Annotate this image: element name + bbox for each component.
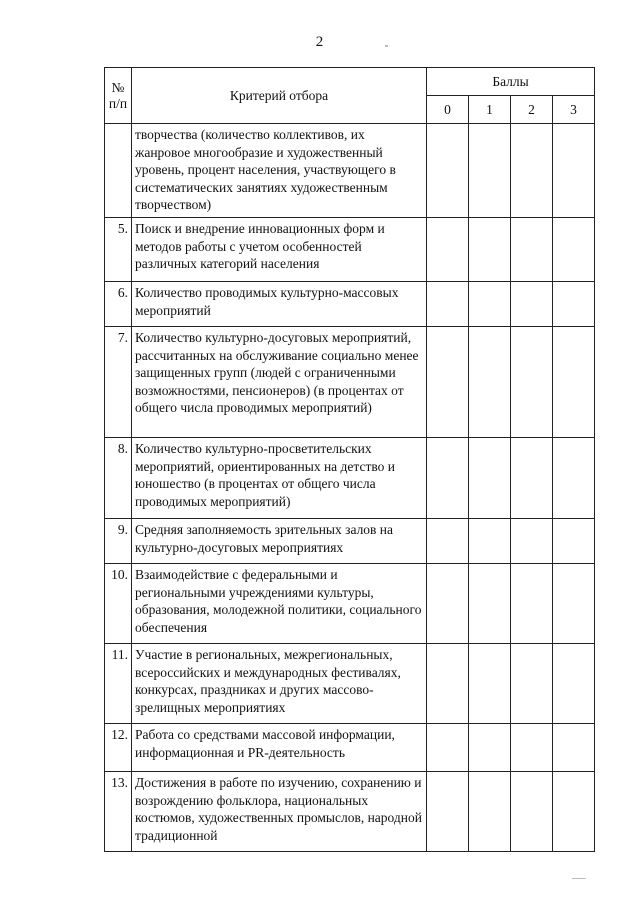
score-cell-3[interactable]: [553, 643, 595, 723]
row-number: 5.: [105, 217, 132, 281]
score-cell-2[interactable]: [511, 643, 553, 723]
row-criterion: Работа со средствами массовой информации, информационная и PR-деятельность: [132, 723, 427, 771]
table-row: [105, 437, 595, 518]
score-cell-0[interactable]: [427, 723, 469, 771]
score-cell-2[interactable]: [511, 723, 553, 771]
scan-mark: [572, 878, 586, 879]
score-cell-2[interactable]: [511, 437, 553, 518]
score-cell-3[interactable]: [553, 124, 595, 218]
score-cell-1[interactable]: [469, 643, 511, 723]
row-number: 9.: [105, 518, 132, 563]
score-cell-1[interactable]: [469, 326, 511, 437]
row-criterion: Количество культурно-просветительских мероприятий, ориентированных на детство и юношество (в процентах от общего числа проводимых мероприятий): [132, 437, 427, 518]
table-row: [105, 518, 595, 563]
score-cell-2[interactable]: [511, 124, 553, 218]
score-cell-2[interactable]: [511, 771, 553, 851]
score-cell-1[interactable]: [469, 563, 511, 643]
score-cell-3[interactable]: [553, 217, 595, 281]
score-cell-0[interactable]: [427, 563, 469, 643]
row-number: 11.: [105, 643, 132, 723]
score-cell-0[interactable]: [427, 124, 469, 218]
score-cell-3[interactable]: [553, 281, 595, 326]
score-cell-0[interactable]: [427, 771, 469, 851]
criteria-table: [104, 67, 595, 852]
scan-mark: [385, 45, 388, 47]
row-criterion: Поиск и внедрение инновационных форм и методов работы с учетом особенностей различных категорий населения: [132, 217, 427, 281]
score-cell-3[interactable]: [553, 518, 595, 563]
score-cell-0[interactable]: [427, 281, 469, 326]
row-criterion: Участие в региональных, межрегиональных, всероссийских и международных фестивалях, конкурсах, праздниках и других массово-зрелищных мероприятиях: [132, 643, 427, 723]
score-cell-2[interactable]: [511, 518, 553, 563]
score-cell-3[interactable]: [553, 437, 595, 518]
score-cell-2[interactable]: [511, 326, 553, 437]
score-cell-0[interactable]: [427, 643, 469, 723]
row-number: 13.: [105, 771, 132, 851]
scores-column-header: Баллы: [427, 68, 595, 96]
table-row: [105, 771, 595, 851]
number-column-header: № п/п: [105, 68, 132, 124]
score-cell-0[interactable]: [427, 437, 469, 518]
criterion-column-header: Критерий отбора: [132, 68, 427, 124]
score-cell-2[interactable]: [511, 563, 553, 643]
score-cell-0[interactable]: [427, 326, 469, 437]
row-number: 7.: [105, 326, 132, 437]
row-number: 12.: [105, 723, 132, 771]
score-cell-3[interactable]: [553, 563, 595, 643]
row-number: 8.: [105, 437, 132, 518]
row-number: 10.: [105, 563, 132, 643]
row-criterion: Достижения в работе по изучению, сохранению и возрождению фольклора, национальных костюмов, художественных промыслов, народной традиционной: [132, 771, 427, 851]
score-cell-1[interactable]: [469, 518, 511, 563]
score-cell-3[interactable]: [553, 771, 595, 851]
score-cell-3[interactable]: [553, 326, 595, 437]
row-criterion: Взаимодействие с федеральными и региональными учреждениями культуры, образования, молодежной политики, социального обеспечения: [132, 563, 427, 643]
table-row: [105, 124, 595, 218]
score-cell-2[interactable]: [511, 217, 553, 281]
table-header-row: [105, 68, 595, 96]
table-row: [105, 723, 595, 771]
score-cell-1[interactable]: [469, 723, 511, 771]
table-row: [105, 217, 595, 281]
score-cell-1[interactable]: [469, 217, 511, 281]
score-header-1: 1: [469, 96, 511, 124]
score-cell-2[interactable]: [511, 281, 553, 326]
score-cell-1[interactable]: [469, 771, 511, 851]
table-row: [105, 643, 595, 723]
score-cell-0[interactable]: [427, 518, 469, 563]
score-cell-1[interactable]: [469, 124, 511, 218]
row-number: [105, 124, 132, 218]
row-criterion: творчества (количество коллективов, их жанровое многообразие и художественный уровень, процент населения, участвующего в систематических занятиях художественным творчеством): [132, 124, 427, 218]
row-criterion: Средняя заполняемость зрительных залов на культурно-досуговых мероприятиях: [132, 518, 427, 563]
table-row: [105, 563, 595, 643]
score-header-0: 0: [427, 96, 469, 124]
row-number: 6.: [105, 281, 132, 326]
page-number: 2: [315, 34, 324, 50]
score-cell-0[interactable]: [427, 217, 469, 281]
score-header-3: 3: [553, 96, 595, 124]
score-cell-1[interactable]: [469, 281, 511, 326]
score-cell-1[interactable]: [469, 437, 511, 518]
score-header-2: 2: [511, 96, 553, 124]
table-row: [105, 281, 595, 326]
table-row: [105, 326, 595, 437]
row-criterion: Количество культурно-досуговых мероприятий, рассчитанных на обслуживание социально менее защищенных групп (людей с ограниченными возможностями, пенсионеров) (в процентах от общего числа проводимых мероприятий): [132, 326, 427, 437]
score-cell-3[interactable]: [553, 723, 595, 771]
row-criterion: Количество проводимых культурно-массовых мероприятий: [132, 281, 427, 326]
